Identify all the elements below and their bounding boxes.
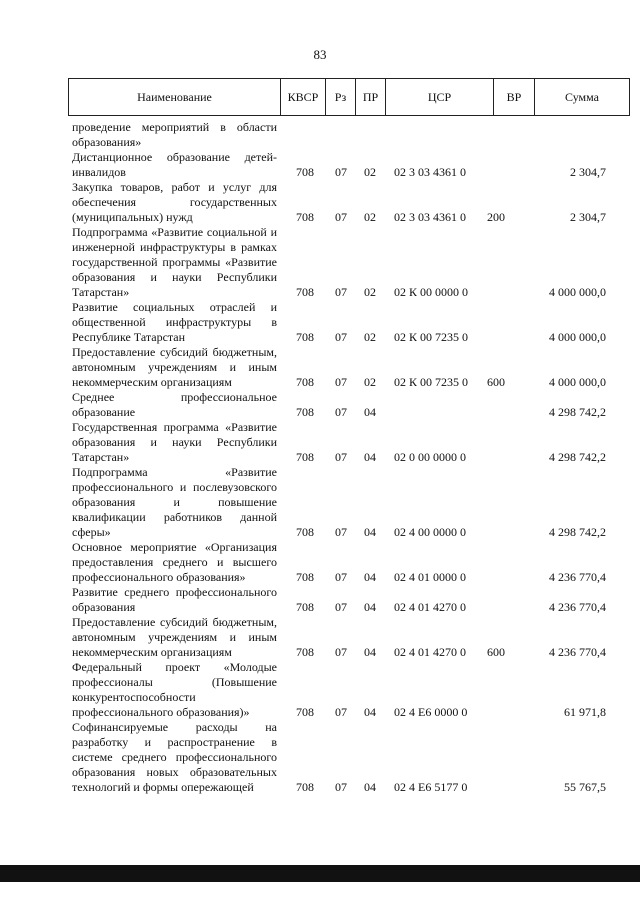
- row-pr: 04: [364, 780, 376, 794]
- row-sum: 61 971,8: [564, 705, 606, 719]
- header-name: Наименование: [69, 79, 281, 115]
- row-csr: 02 К 00 0000 0: [394, 285, 469, 299]
- row-name: Предоставление субсидий бюджетным, автономным учреждениям и иным некоммерческим организациям: [72, 345, 277, 389]
- row-csr: 02 4 01 0000 0: [394, 570, 466, 584]
- header-csr: ЦСР: [386, 79, 494, 115]
- row-sum: 4 000 000,0: [549, 285, 606, 299]
- row-sum: 4 298 742,2: [549, 525, 606, 539]
- row-rz: 07: [335, 705, 347, 719]
- table-row: [0, 150, 640, 180]
- table-row: [0, 720, 640, 795]
- row-name: Дистанционное образование детей-инвалидов: [72, 150, 277, 179]
- row-name: Софинансируемые расходы на разработку и распространение в системе среднего профессионального образования новых образовательных технологий и формы опережающей: [72, 720, 277, 794]
- row-csr: 02 0 00 0000 0: [394, 450, 466, 464]
- header-vr: ВР: [494, 79, 535, 115]
- row-csr: 02 4 00 0000 0: [394, 525, 466, 539]
- row-name: Развитие социальных отраслей и общественной инфраструктуры в Республике Татарстан: [72, 300, 277, 344]
- row-name: Подпрограмма «Развитие профессионального и послевузовского образования и повышение квалификации работников данной сферы»: [72, 465, 277, 539]
- row-rz: 07: [335, 525, 347, 539]
- row-rz: 07: [335, 645, 347, 659]
- row-csr: 02 4 01 4270 0: [394, 645, 466, 659]
- row-vr: 200: [487, 210, 505, 224]
- row-sum: 2 304,7: [570, 165, 606, 179]
- row-pr: 04: [364, 570, 376, 584]
- row-sum: 2 304,7: [570, 210, 606, 224]
- row-kvsr: 708: [296, 570, 314, 584]
- table-row: [0, 120, 640, 150]
- row-sum: 4 236 770,4: [549, 645, 606, 659]
- table-row: [0, 225, 640, 300]
- table-row: [0, 615, 640, 660]
- row-name: проведение мероприятий в области образования»: [72, 120, 277, 149]
- row-rz: 07: [335, 780, 347, 794]
- row-kvsr: 708: [296, 525, 314, 539]
- row-kvsr: 708: [296, 405, 314, 419]
- row-rz: 07: [335, 165, 347, 179]
- header-sum: Сумма: [565, 89, 599, 104]
- page-number: 83: [313, 47, 327, 62]
- row-rz: 07: [335, 375, 347, 389]
- row-kvsr: 708: [296, 705, 314, 719]
- row-sum: 4 298 742,2: [549, 450, 606, 464]
- row-pr: 04: [364, 645, 376, 659]
- row-kvsr: 708: [296, 210, 314, 224]
- row-rz: 07: [335, 210, 347, 224]
- row-kvsr: 708: [296, 165, 314, 179]
- table-header: [68, 78, 630, 116]
- row-rz: 07: [335, 570, 347, 584]
- row-csr: 02 К 00 7235 0: [394, 375, 469, 389]
- row-pr: 02: [364, 375, 376, 389]
- row-kvsr: 708: [296, 645, 314, 659]
- row-pr: 02: [364, 165, 376, 179]
- row-csr: 02 4 Е6 5177 0: [394, 780, 468, 794]
- row-pr: 02: [364, 330, 376, 344]
- row-kvsr: 708: [296, 285, 314, 299]
- row-pr: 02: [364, 285, 376, 299]
- row-sum: 4 298 742,2: [549, 405, 606, 419]
- row-pr: 04: [364, 405, 376, 419]
- row-name: Федеральный проект «Молодые профессионалы (Повышение конкурентоспособности профессионального образования)»: [72, 660, 277, 719]
- row-csr: 02 4 Е6 0000 0: [394, 705, 468, 719]
- row-sum: 4 000 000,0: [549, 375, 606, 389]
- row-pr: 04: [364, 600, 376, 614]
- row-rz: 07: [335, 405, 347, 419]
- row-pr: 04: [364, 525, 376, 539]
- row-kvsr: 708: [296, 375, 314, 389]
- header-pr: ПР: [356, 79, 386, 115]
- row-sum: 4 236 770,4: [549, 570, 606, 584]
- row-rz: 07: [335, 450, 347, 464]
- row-sum: 55 767,5: [564, 780, 606, 794]
- row-pr: 04: [364, 450, 376, 464]
- table-row: [0, 585, 640, 615]
- table-row: [0, 420, 640, 465]
- row-kvsr: 708: [296, 450, 314, 464]
- table-row: [0, 345, 640, 390]
- row-csr: 02 3 03 4361 0: [394, 210, 466, 224]
- row-name: Государственная программа «Развитие образования и науки Республики Татарстан»: [72, 420, 277, 464]
- row-kvsr: 708: [296, 330, 314, 344]
- row-vr: 600: [487, 645, 505, 659]
- row-name: Основное мероприятие «Организация предоставления среднего и высшего профессионального образования»: [72, 540, 277, 584]
- table-row: [0, 390, 640, 420]
- table-row: [0, 660, 640, 720]
- row-name: Развитие среднего профессионального образования: [72, 585, 277, 614]
- row-name: Закупка товаров, работ и услуг для обеспечения государственных (муниципальных) нужд: [72, 180, 277, 224]
- row-vr: 600: [487, 375, 505, 389]
- row-sum: 4 236 770,4: [549, 600, 606, 614]
- row-kvsr: 708: [296, 780, 314, 794]
- row-csr: 02 К 00 7235 0: [394, 330, 469, 344]
- row-pr: 02: [364, 210, 376, 224]
- table-row: [0, 540, 640, 585]
- row-name: Подпрограмма «Развитие социальной и инженерной инфраструктуры в рамках государственной программы «Развитие образования и науки Республики Татарстан»: [72, 225, 277, 299]
- row-name: Предоставление субсидий бюджетным, автономным учреждениям и иным некоммерческим организациям: [72, 615, 277, 659]
- table-row: [0, 180, 640, 225]
- row-name: Среднее профессиональное образование: [72, 390, 277, 419]
- row-csr: 02 4 01 4270 0: [394, 600, 466, 614]
- row-rz: 07: [335, 330, 347, 344]
- table-row: [0, 300, 640, 345]
- header-rz: Рз: [326, 79, 356, 115]
- scan-edge-bar: [0, 865, 640, 882]
- header-kvsr: КВСР: [281, 79, 326, 115]
- row-rz: 07: [335, 285, 347, 299]
- table-body: [0, 120, 640, 795]
- row-kvsr: 708: [296, 600, 314, 614]
- row-pr: 04: [364, 705, 376, 719]
- row-csr: 02 3 03 4361 0: [394, 165, 466, 179]
- row-rz: 07: [335, 600, 347, 614]
- table-row: [0, 465, 640, 540]
- row-sum: 4 000 000,0: [549, 330, 606, 344]
